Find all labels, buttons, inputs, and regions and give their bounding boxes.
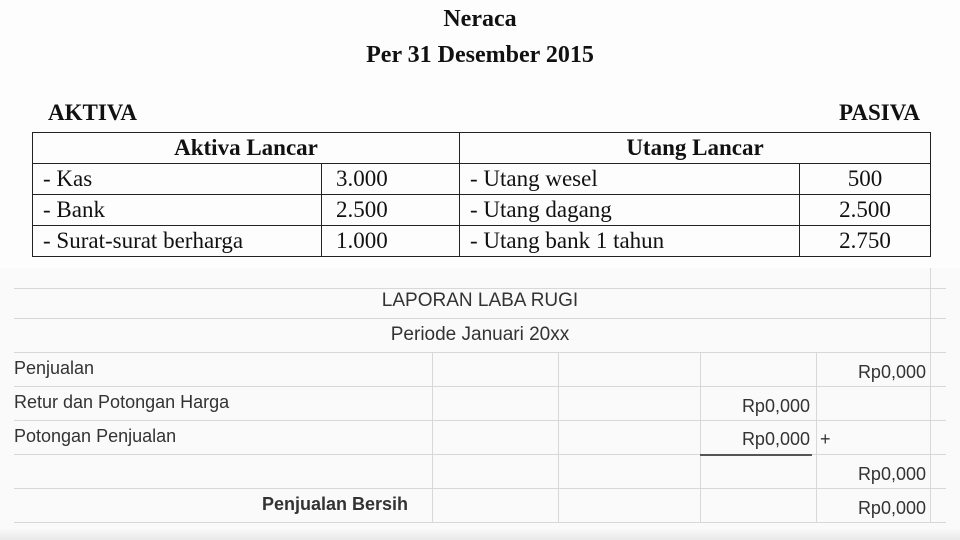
grid-line bbox=[14, 522, 946, 523]
liabilities-heading: PASIVA bbox=[839, 100, 920, 125]
current-liabilities-header: Utang Lancar bbox=[460, 133, 931, 164]
liability-label: - Utang dagang bbox=[460, 195, 800, 226]
asset-label: - Surat-surat berharga bbox=[33, 226, 322, 257]
liability-value: 2.750 bbox=[800, 226, 931, 257]
grid-line bbox=[14, 420, 946, 421]
amount-returns: Rp0,000 bbox=[741, 396, 810, 416]
bottom-shadow bbox=[0, 528, 960, 540]
grid-line bbox=[14, 352, 946, 353]
liability-value: 2.500 bbox=[800, 195, 931, 226]
asset-label: - Kas bbox=[33, 164, 322, 195]
grid-line bbox=[14, 288, 946, 289]
row-label-net-sales: Penjualan Bersih bbox=[262, 494, 409, 514]
grid-line bbox=[558, 352, 559, 522]
asset-value: 3.000 bbox=[322, 164, 460, 195]
asset-value: 2.500 bbox=[322, 195, 460, 226]
balance-sheet-date: Per 31 Desember 2015 bbox=[366, 42, 594, 68]
sum-underline bbox=[700, 454, 812, 456]
liability-label: - Utang wesel bbox=[460, 164, 800, 195]
current-assets-header: Aktiva Lancar bbox=[33, 133, 460, 164]
row-label-returns: Retur dan Potongan Harga bbox=[14, 392, 230, 412]
balance-sheet-title: Neraca bbox=[443, 6, 517, 32]
amount-subtotal: Rp0,000 bbox=[857, 464, 926, 484]
table-header-row bbox=[33, 133, 931, 164]
asset-label: - Bank bbox=[33, 195, 322, 226]
liability-value: 500 bbox=[800, 164, 931, 195]
grid-line bbox=[14, 488, 946, 489]
grid-line bbox=[14, 318, 946, 319]
table-row bbox=[33, 195, 931, 226]
balance-sheet-section bbox=[0, 0, 960, 268]
assets-heading: AKTIVA bbox=[48, 100, 138, 125]
grid-line bbox=[432, 352, 433, 522]
amount-sales: Rp0,000 bbox=[857, 362, 926, 382]
income-statement-period: Periode Januari 20xx bbox=[390, 324, 570, 345]
income-statement-section bbox=[0, 268, 960, 540]
income-statement-title: LAPORAN LABA RUGI bbox=[381, 290, 579, 311]
row-label-sales: Penjualan bbox=[14, 358, 95, 378]
asset-value: 1.000 bbox=[322, 226, 460, 257]
row-label-discounts: Potongan Penjualan bbox=[14, 426, 177, 446]
amount-discounts: Rp0,000 bbox=[741, 429, 810, 449]
table-row bbox=[33, 164, 931, 195]
balance-sheet-table bbox=[32, 132, 931, 257]
plus-sign: + bbox=[820, 429, 831, 449]
table-row bbox=[33, 226, 931, 257]
grid-line bbox=[14, 386, 946, 387]
amount-net-sales: Rp0,000 bbox=[857, 498, 926, 518]
liability-label: - Utang bank 1 tahun bbox=[460, 226, 800, 257]
